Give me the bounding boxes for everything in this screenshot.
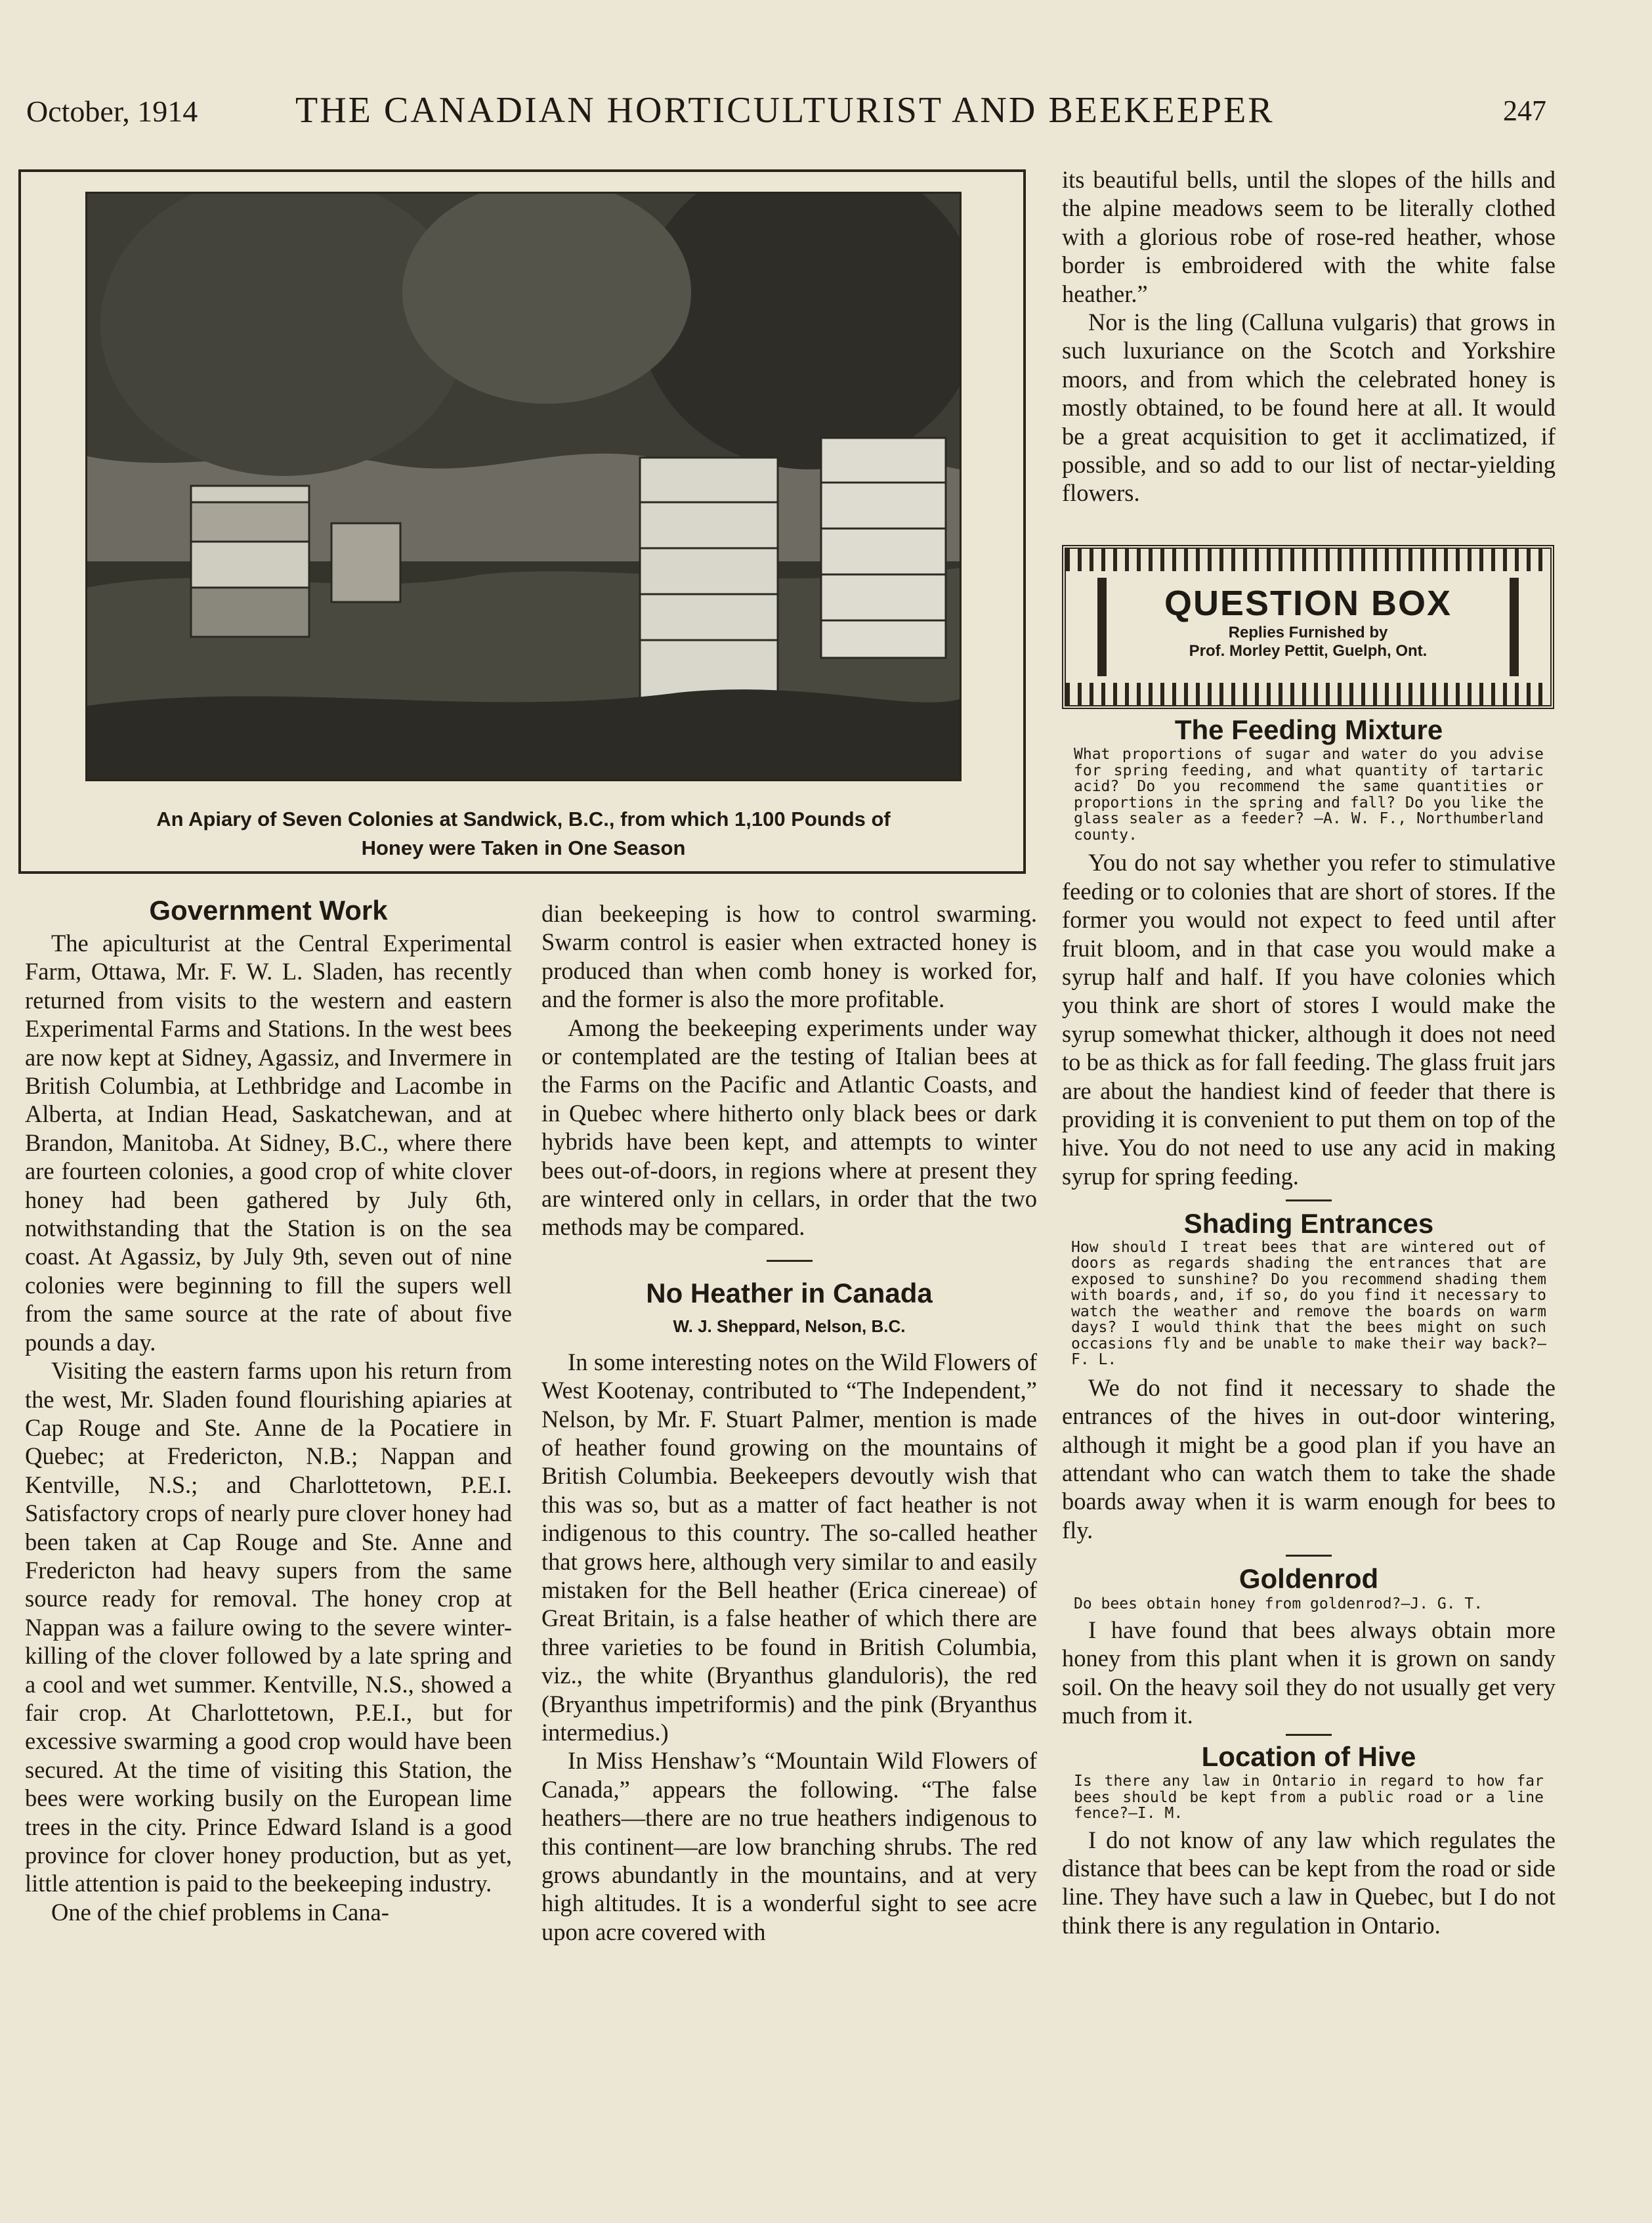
answer-paragraph: You do not say whether you refer to stimulative feeding or to colonies that are short of stores. If the former you would not expect to feed until after fruit bloom, and in that case you would make a syrup half and half. If you have colonies which you think are short of stores I would make the syrup somewhat thicker, although it does not need to be as thick as for fall feeding. The glass fruit jars are about the handiest kind of feeder that there is providing it is convenient to put them on top of the hive. You do not need to use any acid in making syrup for spring feeding. (1062, 849, 1556, 1190)
article-paragraph: One of the chief problems in Cana- (51, 1898, 389, 1926)
byline: W. J. Sheppard, Nelson, B.C. (673, 1316, 906, 1337)
question-box-banner (1062, 545, 1554, 709)
article-paragraph: Visiting the eastern farms upon his return from the west, Mr. Sladen found flourishing apiaries at Cap Rouge and Ste. Anne de la Pocatiere in Quebec; at Fredericton, N.B.; Nappan and Kentville, N.S.; and Charlottetown, P.E.I. Satisfactory crops of nearly pure clover honey had been taken at Cap Rouge and Ste. Anne and Fredericton had heavy supers from the same source ready for removal. The honey crop at Nappan was a failure owing to the severe winter-killing of the clover followed by a late spring and a cool and wet summer. Kentville, N.S., showed a fair crop. At Charlottetown, P.E.I., but for excessive swarming a good crop would have been secured. At the time of visiting this Station, the bees were working busily on the European lime trees in the city. Prince Edward Island is a good province for clover honey production, but as yet, little attention is paid to the beekeeping industry. (25, 1357, 512, 1897)
heading-location-of-hive: Location of Hive (1201, 1740, 1416, 1772)
divider (1286, 1199, 1332, 1201)
divider (767, 1260, 813, 1262)
apiary-photo (85, 192, 962, 781)
divider (1286, 1555, 1332, 1557)
answer-paragraph: We do not find it necessary to shade the entrances of the hives in out-door wintering, although it might be a good plan if you have an attendant who can watch them to take the shade boards away when it is warm enough for bees to fly. (1062, 1373, 1556, 1543)
magazine-title: THE CANADIAN HORTICULTURIST AND BEEKEEPER (295, 90, 1275, 131)
column-2 (541, 899, 1037, 1946)
column-3 (1062, 165, 1556, 507)
answer-paragraph: I have found that bees always obtain more honey from this plant when it is grown on sandy soil. On the heavy soil they do not usually get very much from it. (1062, 1616, 1556, 1729)
heading-shading-entrances: Shading Entrances (1183, 1208, 1434, 1240)
heading-feeding-mixture: The Feeding Mixture (1174, 714, 1443, 745)
column-1 (25, 895, 512, 1926)
reader-question: What proportions of sugar and water do you advise for spring feeding, and what quantity of tartaric acid? Do you recommend the same quantities or proportions in the spring and fall? Do you like the glass sealer as a feeder? —A. W. F., Northumberland county. (1074, 746, 1544, 844)
answer-paragraph: I do not know of any law which regulates the distance that bees can be kept from the road or side line. They have such a law in Quebec, but I do not think there is any regulation in Ontario. (1062, 1826, 1556, 1939)
page-number: 247 (1503, 95, 1546, 127)
article-paragraph: Nor is the ling (Calluna vulgaris) that grows in such luxuriance on the Scotch and Yorkshire moors, and from which the celebrated honey is mostly obtained, to be found here at all. It would be a great acquisition to get it acclimatized, if possible, and so add to our list of nectar-yielding flowers. (1062, 309, 1556, 507)
question-box-sub2: Prof. Morley Pettit, Guelph, Ont. (1189, 642, 1428, 660)
reader-question: Is there any law in Ontario in regard to how far bees should be kept from a public road or a line fence?—I. M. (1074, 1773, 1544, 1823)
heading-no-heather: No Heather in Canada (646, 1277, 933, 1308)
issue-date: October, 1914 (26, 95, 198, 128)
article-paragraph: In Miss Henshaw’s “Mountain Wild Flowers of Canada,” appears the following. “The false heathers—there are no true heathers indigenous to this continent—are low branching shrubs. The red grows abundantly in the mountains, and at very high altitudes. It is a wonderful sight to see acre upon acre covered with (541, 1747, 1037, 1945)
heading-government-work: Government Work (149, 895, 388, 926)
beehive-4 (821, 438, 946, 658)
beehive-1 (191, 486, 309, 637)
reader-question: Do bees obtain honey from goldenrod?—J. G. T. (1074, 1595, 1483, 1612)
question-box-title: QUESTION BOX (1164, 584, 1452, 623)
article-paragraph: dian beekeeping is how to control swarming. Swarm control is easier when extracted honey is produced than when comb honey is worked for, and the former is also the more profitable. (541, 900, 1037, 1013)
beehive-2 (331, 523, 400, 602)
divider (1286, 1734, 1332, 1736)
reader-question: How should I treat bees that are wintered out of doors as regards shading the entrances that are exposed to sunshine? Do you recommend shading them with boards, and, if so, do you find it necessary to watch the weather and remove the boards on warm days? I would think that the bees might on such occasions fly and be unable to make their way back?—F. L. (1071, 1238, 1546, 1369)
heading-goldenrod: Goldenrod (1239, 1563, 1379, 1595)
article-paragraph: its beautiful bells, until the slopes of the hills and the alpine meadows seem to be literally clothed with a glorious robe of rose-red heather, whose border is embroidered with the white false heather.” (1062, 166, 1556, 307)
figure-caption: An Apiary of Seven Colonies at Sandwick, B.C., from which 1,100 Pounds of Honey were Taken in One Season (156, 808, 891, 859)
question-box-sub1: Replies Furnished by (1228, 624, 1388, 641)
question-box-content (1062, 716, 1556, 1939)
article-paragraph: The apiculturist at the Central Experimental Farm, Ottawa, Mr. F. W. L. Sladen, has recently returned from visits to the western and eastern Experimental Farms and Stations. In the west bees are now kept at Sidney, Agassiz, and Invermere in British Columbia, at Lethbridge and Lacombe in Alberta, at Indian Head, Saskatchewan, and at Brandon, Manitoba. At Sidney, B.C., where there are fourteen colonies, a good crop of white clover honey had been gathered by July 6th, notwithstanding that the Station is on the sea coast. At Agassiz, by July 9th, seven out of nine colonies were beginning to fill the supers well from the same source at the rate of about five pounds a day. (25, 930, 512, 1356)
article-paragraph: Among the beekeeping experiments under way or contemplated are the testing of Italian bees at the Farms on the Pacific and Atlantic Coasts, and in Quebec where hitherto only black bees or dark hybrids have been kept, and attempts to winter bees out-of-doors, in regions where at present they are wintered only in cellars, in order that the two methods may be compared. (541, 1014, 1037, 1241)
article-paragraph: In some interesting notes on the Wild Flowers of West Kootenay, contributed to “The Independent,” Nelson, by Mr. F. Stuart Palmer, mention is made of heather found growing on the mountains of British Columbia. Beekeepers devoutly wish that this was so, but as a matter of fact heather is not indigenous to this country. The so-called heather that grows here, although very similar to and easily mistaken for the Bell heather (Erica cinereae) of Great Britain, is a false heather of which there are three varieties to be found in British Columbia, viz., the white (Bryanthus glanduloris), the red (Bryanthus impetriformis) and the pink (Bryanthus intermedius.) (541, 1348, 1037, 1746)
beehive-3 (640, 458, 778, 708)
